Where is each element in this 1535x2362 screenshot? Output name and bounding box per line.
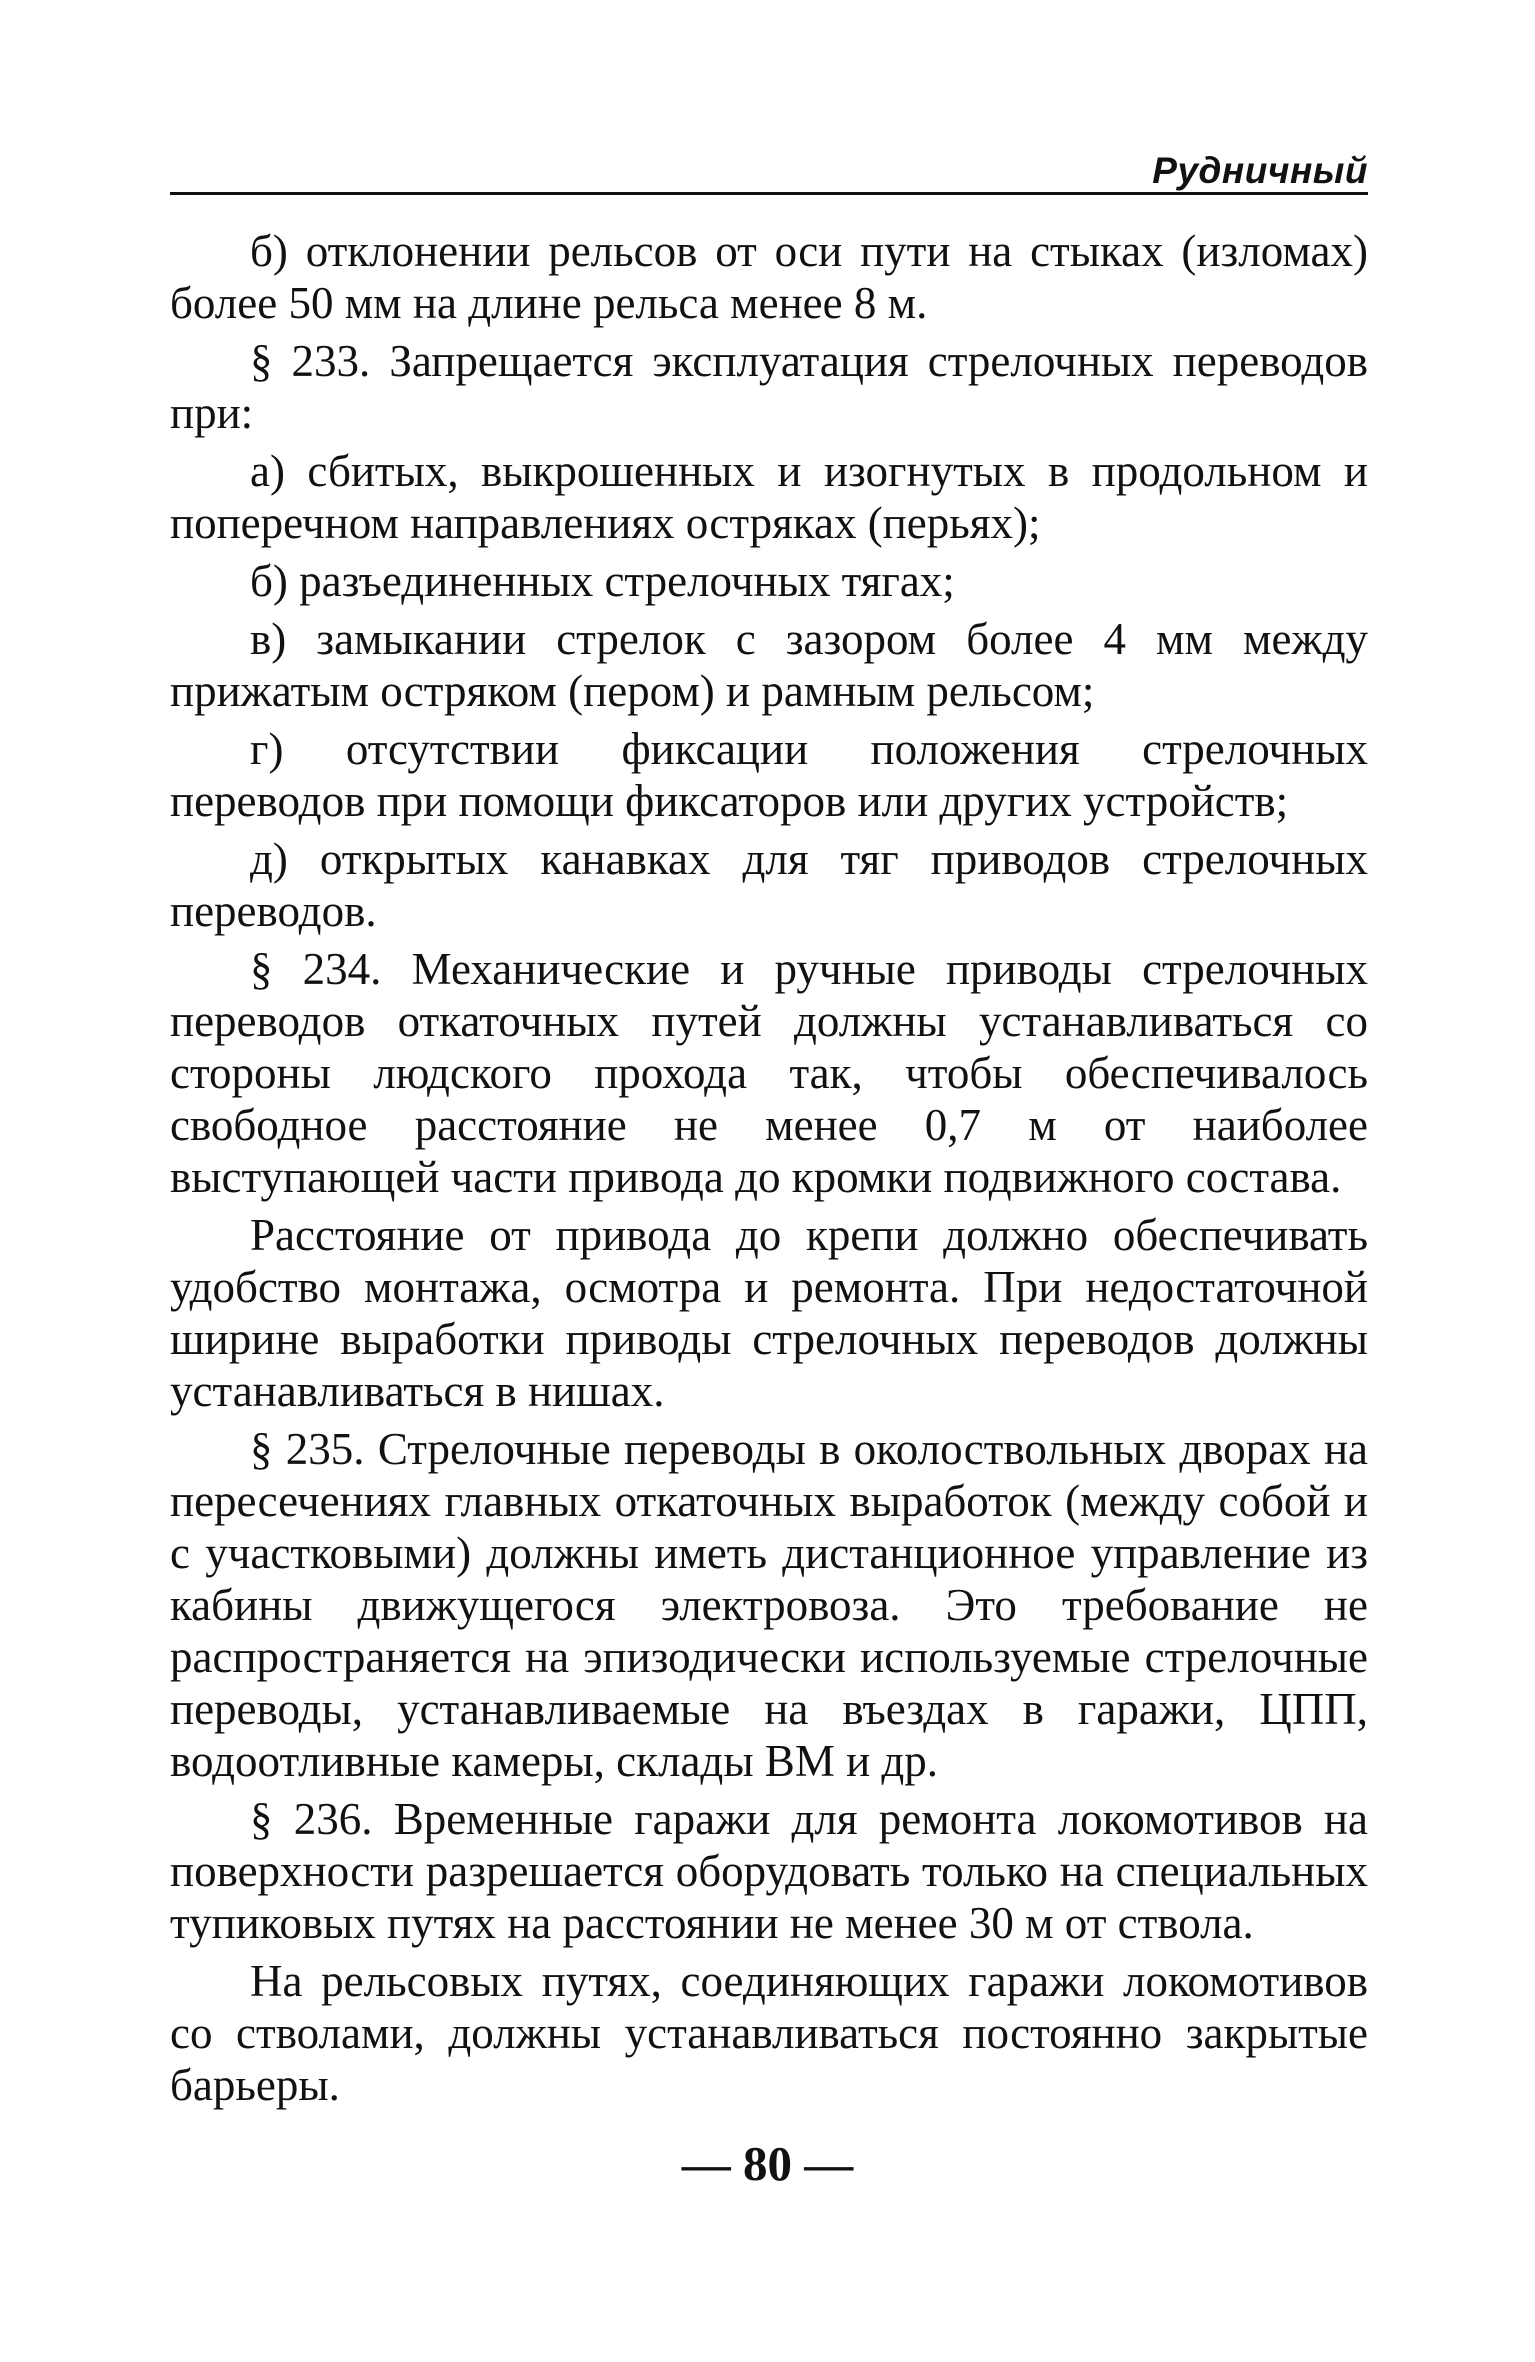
paragraph-item-v: в) замыкании стрелок с зазором более 4 мм между прижатым остряком (пером) и рамным рельсом;: [170, 614, 1368, 716]
paragraph-item-a: а) сбитых, выкрошенных и изогнутых в продольном и поперечном направлениях остряках (перьях);: [170, 446, 1368, 548]
paragraph-item-b: б) разъединенных стрелочных тягах;: [250, 556, 955, 606]
running-header: [170, 146, 1368, 195]
paragraph-item-g: г) отсутствии фиксации положения стрелочных переводов при помощи фиксаторов или других устройств;: [170, 724, 1368, 826]
paragraph-drive-distance: Расстояние от привода до крепи должно обеспечивать удобство монтажа, осмотра и ремонта. При недостаточной ширине выработки приводы стрелочных переводов должны устанавливаться в нишах.: [170, 1210, 1368, 1416]
paragraph-deviation-rails: б) отклонении рельсов от оси пути на стыках (изломах) более 50 мм на длине рельса менее 8 м.: [170, 226, 1368, 328]
paragraph-section-233: § 233. Запрещается эксплуатация стрелочных переводов при:: [170, 336, 1368, 438]
paragraph-section-235: § 235. Стрелочные переводы в околоствольных дворах на пересечениях главных откаточных выработок (между собой и с участковыми) должны иметь дистанционное управление из кабины движущегося электровоза. Это требование не распространяется на эпизодически используемые стрелочные переводы, устанавливаемые на въездах в гаражи, ЦПП, водоотливные камеры, склады ВМ и др.: [170, 1424, 1368, 1786]
paragraph-item-d: д) открытых канавках для тяг приводов стрелочных переводов.: [170, 834, 1368, 936]
page-body: [170, 225, 1368, 2117]
page-number: — 80 —: [681, 2136, 854, 2191]
paragraph-section-234: § 234. Механические и ручные приводы стрелочных переводов откаточных путей должны устанавливаться со стороны людского прохода так, чтобы обеспечивалось свободное расстояние не менее 0,7 м от наиболее выступающей части привода до кромки подвижного состава.: [170, 944, 1368, 1202]
paragraph-barriers: На рельсовых путях, соединяющих гаражи локомотивов со стволами, должны устанавливаться постоянно закрытые барьеры.: [170, 1956, 1368, 2110]
running-header-title: Рудничный: [1152, 150, 1368, 191]
paragraph-section-236: § 236. Временные гаражи для ремонта локомотивов на поверхности разрешается оборудовать только на специальных тупиковых путях на расстоянии не менее 30 м от ствола.: [170, 1794, 1368, 1948]
